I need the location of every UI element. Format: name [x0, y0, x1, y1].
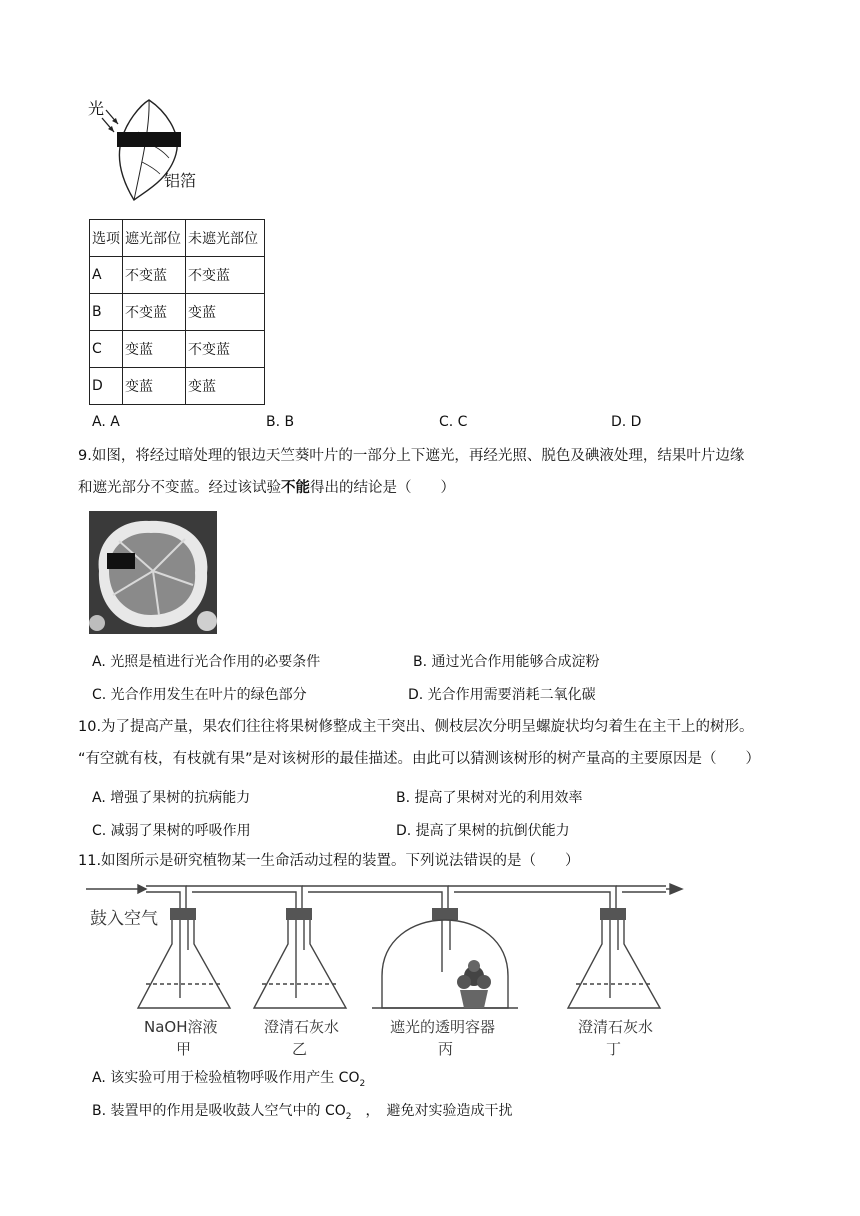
q11-option-a-sub: 2: [359, 1078, 366, 1089]
table-header-cell: 选项: [90, 220, 123, 257]
table-row: [90, 257, 265, 294]
q11-option-a-text: A. 该实验可用于检验植物呼吸作用产生 CO: [92, 1070, 360, 1086]
q8-option-b[interactable]: B. B: [266, 414, 295, 430]
table-header-cell: 遮光部位: [123, 220, 186, 257]
q11-option-b[interactable]: [92, 1100, 512, 1122]
leaf-figure: [84, 92, 214, 207]
options-table: [89, 219, 265, 405]
q8-option-d[interactable]: D. D: [611, 414, 642, 430]
table-cell: 变蓝: [123, 368, 186, 405]
q9-option-c[interactable]: C. 光合作用发生在叶片的绿色部分: [92, 687, 307, 703]
table-cell: 变蓝: [186, 368, 265, 405]
apparatus-label-ding: 澄清石灰水: [578, 1018, 654, 1036]
light-label: 光: [88, 99, 105, 118]
air-in-label: 鼓入空气: [90, 909, 158, 929]
table-cell: 不变蓝: [186, 257, 265, 294]
q11-option-a[interactable]: [92, 1067, 365, 1089]
table-cell: 变蓝: [186, 294, 265, 331]
foil-label: 铝箔: [164, 171, 197, 190]
apparatus-name-jia: 甲: [176, 1040, 192, 1058]
table-cell: 不变蓝: [186, 331, 265, 368]
q10-option-d[interactable]: D. 提高了果树的抗倒伏能力: [396, 823, 570, 839]
q10-option-b[interactable]: B. 提高了果树对光的利用效率: [396, 790, 583, 806]
q11-option-b-tail: ， 避免对实验造成干扰: [351, 1103, 513, 1119]
apparatus-figure: [86, 880, 690, 1060]
apparatus-label-bing: 遮光的透明容器: [390, 1018, 496, 1036]
table-header-row: [90, 220, 265, 257]
apparatus-name-bing: 丙: [438, 1040, 454, 1058]
apparatus-label-yi: 澄清石灰水: [264, 1018, 340, 1036]
table-row: [90, 294, 265, 331]
geranium-leaf-image: [89, 511, 217, 634]
apparatus-name-ding: 丁: [606, 1040, 622, 1058]
table-row: [90, 331, 265, 368]
q10-stem-line1: 10.为了提高产量，果农们往往将果树修整成主干突出、侧枝层次分明呈螺旋状均匀着生在主干上的树形。: [78, 719, 754, 735]
table-cell: 变蓝: [123, 331, 186, 368]
q9-option-d[interactable]: D. 光合作用需要消耗二氧化碳: [408, 687, 596, 703]
apparatus-label-jia: NaOH溶液: [144, 1018, 218, 1036]
q9-option-b[interactable]: B. 通过光合作用能够合成淀粉: [413, 654, 600, 670]
q9-emphasis: 不能: [281, 480, 310, 496]
q8-option-a[interactable]: A. A: [92, 414, 120, 430]
q11-option-b-sub: 2: [345, 1111, 352, 1122]
table-cell: C: [90, 331, 123, 368]
table-cell: D: [90, 368, 123, 405]
table-cell: 不变蓝: [123, 257, 186, 294]
table-cell: 不变蓝: [123, 294, 186, 331]
table-cell: A: [90, 257, 123, 294]
table-row: [90, 368, 265, 405]
q11-stem: 11.如图所示是研究植物某一生命活动过程的装置。下列说法错误的是（ ）: [78, 853, 580, 869]
q9-stem-pre: 和遮光部分不变蓝。经过该试验: [78, 480, 281, 496]
table-cell: B: [90, 294, 123, 331]
geranium-leaf-photo: [89, 511, 217, 634]
q9-stem-line1: 9.如图，将经过暗处理的银边天竺葵叶片的一部分上下遮光，再经光照、脱色及碘液处理，结果叶片边缘: [78, 448, 745, 464]
q9-option-a[interactable]: A. 光照是植进行光合作用的必要条件: [92, 654, 321, 670]
table-header-cell: 未遮光部位: [186, 220, 265, 257]
q9-stem-post: 得出的结论是（ ）: [310, 480, 455, 496]
q10-stem-line2: “有空就有枝，有枝就有果”是对该树形的最佳描述。由此可以猜测该树形的树产量高的主要原因是（ ）: [78, 751, 761, 767]
q10-option-c[interactable]: C. 减弱了果树的呼吸作用: [92, 823, 251, 839]
apparatus-name-yi: 乙: [292, 1040, 308, 1058]
q10-option-a[interactable]: A. 增强了果树的抗病能力: [92, 790, 251, 806]
q8-option-c[interactable]: C. C: [439, 414, 468, 430]
q11-option-b-text: B. 装置甲的作用是吸收鼓人空气中的 CO: [92, 1103, 346, 1119]
q9-stem-line2: [78, 472, 838, 504]
